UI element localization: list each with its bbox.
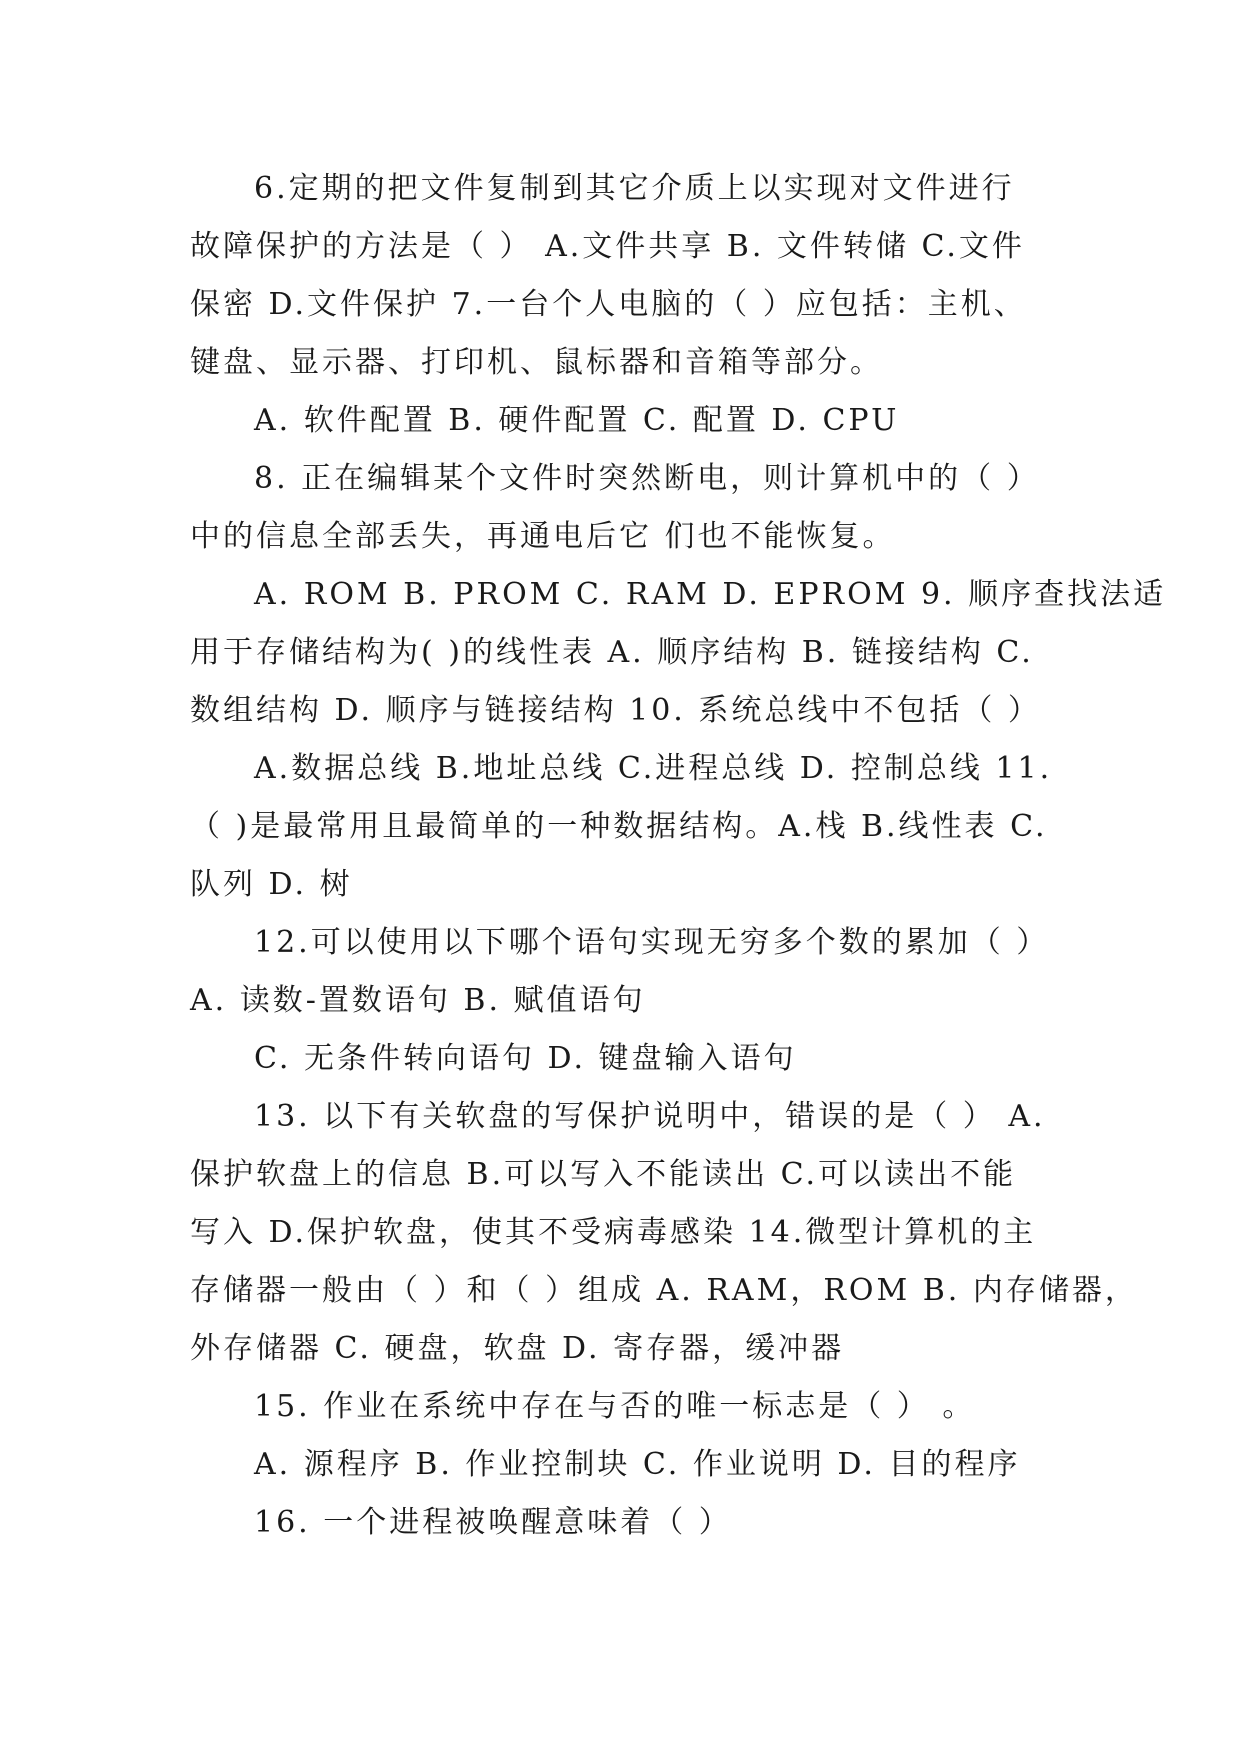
- text-line: A. 读数-置数语句 B. 赋值语句: [190, 983, 646, 1018]
- text-line: C. 无条件转向语句 D. 键盘输入语句: [254, 1041, 797, 1076]
- text-line: 保护软盘上的信息 B.可以写入不能读出 C.可以读出不能: [190, 1157, 1017, 1192]
- text-line: 故障保护的方法是（ ） A.文件共享 B. 文件转储 C.文件: [190, 229, 1025, 264]
- text-line: A.数据总线 B.地址总线 C.进程总线 D. 控制总线 11.: [254, 751, 1053, 786]
- text-line: A. 源程序 B. 作业控制块 C. 作业说明 D. 目的程序: [254, 1447, 1021, 1482]
- text-line: A. 软件配置 B. 硬件配置 C. 配置 D. CPU: [254, 403, 900, 438]
- text-line: 8. 正在编辑某个文件时突然断电，则计算机中的（ ）: [254, 461, 1040, 496]
- document-body: [190, 160, 1167, 1552]
- text-line: 12.可以使用以下哪个语句实现无穷多个数的累加（ ）: [254, 925, 1050, 960]
- text-line: 数组结构 D. 顺序与链接结构 10. 系统总线中不包括（ ）: [190, 693, 1041, 728]
- text-line: （ )是最常用且最简单的一种数据结构。A.栈 B.线性表 C.: [190, 809, 1048, 844]
- text-line: 存储器一般由（ ）和（ ）组成 A. RAM，ROM B. 内存储器，: [190, 1273, 1138, 1308]
- text-line: 保密 D.文件保护 7.一台个人电脑的（ ）应包括：主机、: [190, 287, 1027, 322]
- text-line: 13. 以下有关软盘的写保护说明中，错误的是（ ） A.: [254, 1099, 1046, 1134]
- text-line: 6.定期的把文件复制到其它介质上以实现对文件进行: [254, 171, 1015, 206]
- text-line: 中的信息全部丢失，再通电后它 们也不能恢复。: [190, 519, 896, 554]
- text-line: 16. 一个进程被唤醒意味着（ ）: [254, 1505, 732, 1540]
- text-line: 队列 D. 树: [190, 867, 353, 902]
- text-line: 写入 D.保护软盘，使其不受病毒感染 14.微型计算机的主: [190, 1215, 1037, 1250]
- text-line: 用于存储结构为( )的线性表 A. 顺序结构 B. 链接结构 C.: [190, 635, 1034, 670]
- text-line: 15. 作业在系统中存在与否的唯一标志是（ ） 。: [254, 1389, 976, 1424]
- text-line: 外存储器 C. 硬盘，软盘 D. 寄存器，缓冲器: [190, 1331, 845, 1366]
- text-line: A. ROM B. PROM C. RAM D. EPROM 9. 顺序查找法适: [254, 577, 1167, 612]
- text-line: 键盘、显示器、打印机、鼠标器和音箱等部分。: [190, 345, 883, 380]
